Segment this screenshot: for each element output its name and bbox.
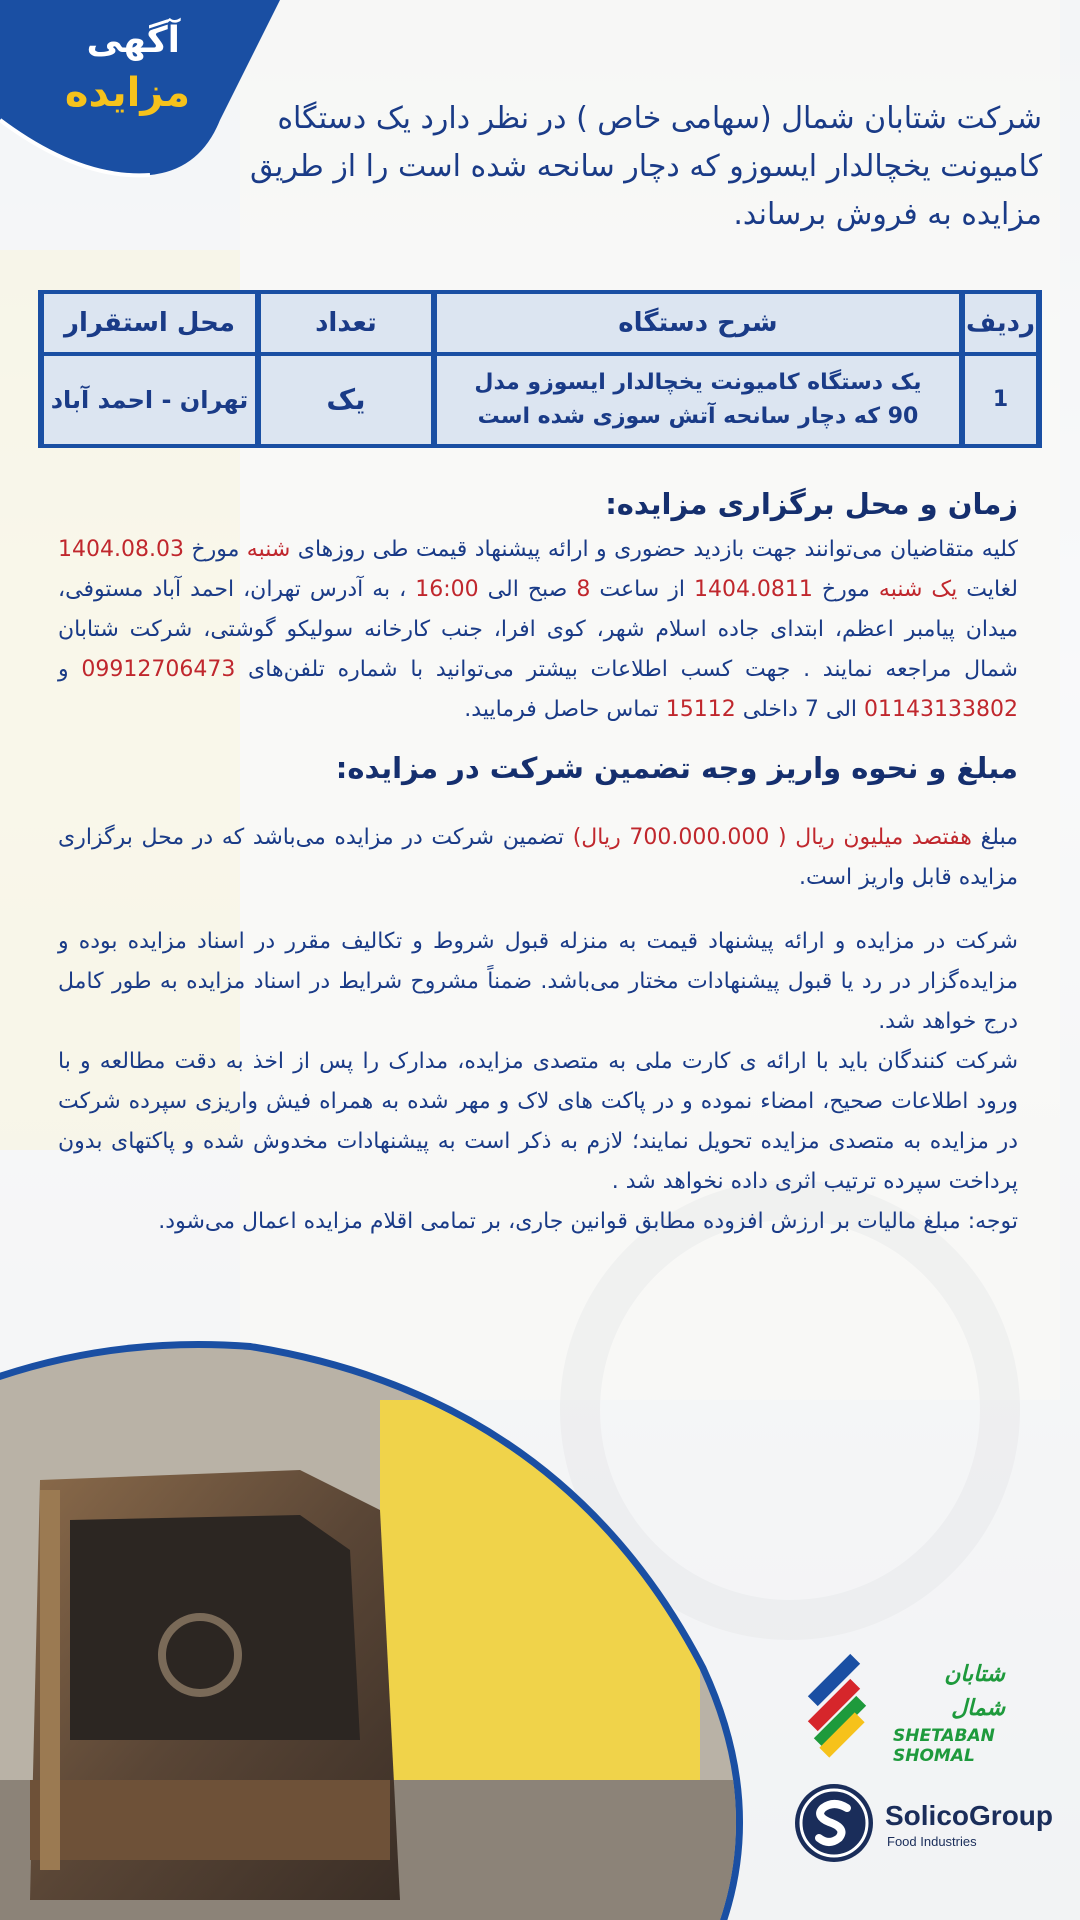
intro-text: شرکت شتابان شمال (سهامی خاص ) در نظر دارد یک دستگاه کامیونت یخچالدار ایسوزو که دچار سانحه شده است را از طریق مزایده به فروش برساند. [249, 101, 1042, 232]
burned-truck-photo [0, 1340, 760, 1920]
highlight-day: شنبه [246, 537, 291, 562]
phone-number: 09912706473 [81, 657, 236, 682]
extension-number: 15112 [665, 697, 736, 722]
cell-row-number: 1 [965, 356, 1036, 444]
shetaban-shomal-logo [805, 1640, 1005, 1766]
terms-paragraph: شرکت در مزایده و ارائه پیشنهاد قیمت به منزله قبول شروط و تکالیف مقرر در اسناد مزایده بوده و مزایده‌گزار در رد یا قبول پیشنهادات مختار می‌باشد. ضمناً مشروح شرایط در اسناد مزایده به طور کامل درج خواهد شد. [58, 929, 1018, 1034]
section-title-deposit: مبلغ و نحوه واریز وجه تضمین شرکت در مزایده: [335, 751, 1018, 785]
shetaban-en-2: SHOMAL [893, 1746, 975, 1766]
cell-location: تهران - احمد آباد [44, 356, 255, 444]
shetaban-wordmark [893, 1658, 1005, 1766]
solico-mark-icon [795, 1784, 873, 1862]
phone-number: 01143133802 [864, 697, 1018, 722]
shetaban-fa: شتابان شمال [944, 1662, 1005, 1721]
highlight-date: 1404.0811 [693, 577, 813, 602]
highlight-date: 1404.08.03 [58, 537, 184, 562]
text-run: صبح الی [478, 577, 577, 602]
badge-line1: آگهی [86, 20, 180, 61]
announcement-body [58, 478, 1018, 1242]
shetaban-en-1: SHETABAN [893, 1726, 995, 1746]
text-run: الی 7 داخلی [735, 697, 865, 722]
badge-line2: مزایده [64, 70, 190, 116]
text-run: مبلغ [971, 825, 1018, 850]
highlight-hour: 8 [576, 577, 591, 602]
header-location: محل استقرار [44, 294, 255, 352]
amount-number: ( 700.000.000 ریال) [572, 825, 796, 850]
text-run: مورخ [812, 577, 879, 602]
solico-subtitle: Food Industries [887, 1834, 977, 1849]
cell-description: یک دستگاه کامیونت یخچالدار ایسوزو مدل 90 که دچار سانحه آتش سوزی شده است [437, 356, 959, 444]
submission-paragraph: شرکت کنندگان باید با ارائه ی کارت ملی به متصدی مزایده، مدارک را پس از اخذ به دقت مطالعه و با ورود اطلاعات صحیح، امضاء نموده و در پاکت های لاک و مهر شده به همراه فیش واریزی سپرده شرکت در مزایده به متصدی مزایده تحویل نمایند؛ لازم به ذکر است به پیشنهادات مخدوش شده و پاکتهای بدون پرداخت سپرده ترتیب اثری داده نخواهد شد . [58, 1049, 1018, 1194]
highlight-day: یک شنبه [878, 577, 958, 602]
solico-wordmark: SolicoGroup [885, 1800, 1053, 1831]
time-place-paragraph [58, 530, 1018, 730]
table-row [44, 356, 1036, 444]
header-row-number: ردیف [965, 294, 1036, 352]
shetaban-mark-icon [805, 1640, 885, 1760]
section-title-time-place: زمان و محل برگزاری مزایده: [605, 487, 1018, 521]
amount-words: هفتصد میلیون ریال [795, 825, 972, 850]
text-run: و [58, 657, 82, 682]
items-table [38, 290, 1042, 448]
text-run: ، به آدرس تهران، احمد آباد مستوفی، میدان پیامبر اعظم، ابتدای جاده اسلام شهر، کوی افرا، جنب کارخانه سولیکو گوشتی، شرکت شتابان شمال مراجعه نمایند . جهت کسب اطلاعات بیشتر می‌توانید با شماره تلفن‌های [58, 577, 1018, 682]
text-run: تضمین شرکت در مزایده می‌باشد که در محل برگزاری مزایده قابل واریز است. [58, 825, 1018, 890]
header-count: تعداد [261, 294, 431, 352]
solico-group-logo [795, 1782, 1055, 1868]
tax-note: توجه: مبلغ مالیات بر ارزش افزوده مطابق قوانین جاری، بر تمامی اقلام مزایده اعمال می‌شود. [158, 1209, 1018, 1234]
header-description: شرح دستگاه [437, 294, 959, 352]
text-run: مورخ [183, 537, 247, 562]
cell-count: یک [261, 356, 431, 444]
table-header-row [44, 294, 1036, 352]
text-run: از ساعت [590, 577, 694, 602]
text-run: تماس حاصل فرمایید. [464, 697, 666, 722]
deposit-paragraph [58, 818, 1018, 898]
text-run: لغایت [957, 577, 1018, 602]
highlight-hour: 16:00 [415, 577, 479, 602]
text-run: کلیه متقاضیان می‌توانند جهت بازدید حضوری و ارائه پیشنهاد قیمت طی روزهای [297, 537, 1018, 562]
